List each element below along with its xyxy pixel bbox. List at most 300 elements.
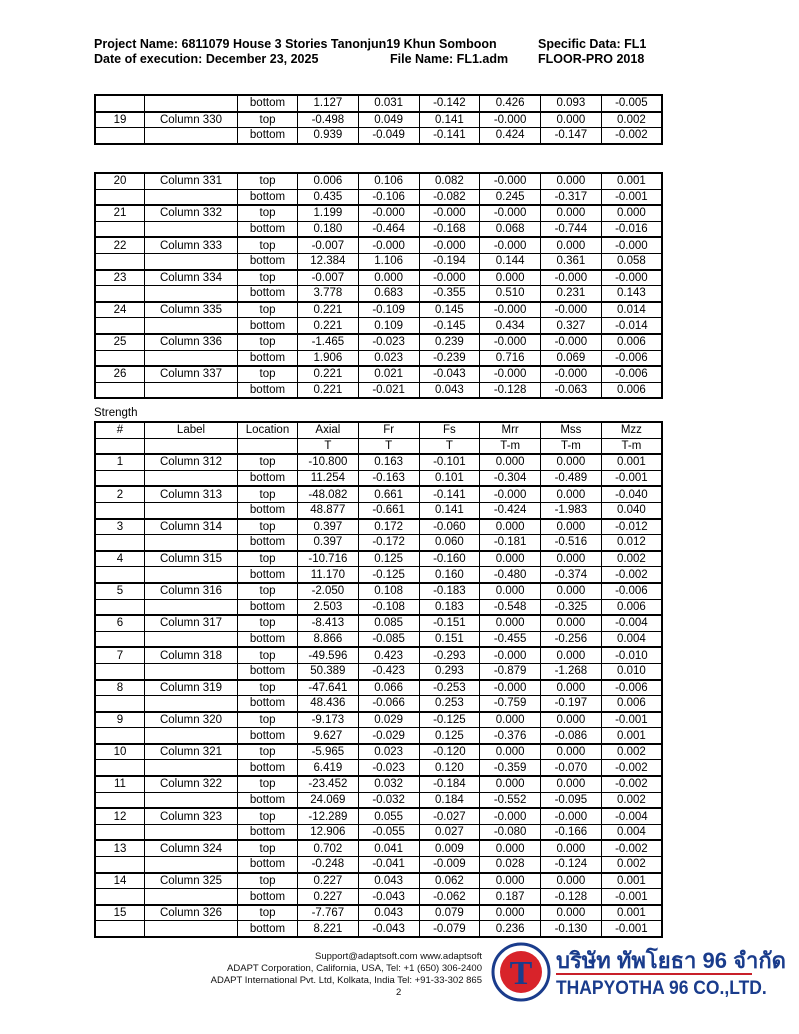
- table-cell: -0.000: [480, 112, 541, 128]
- company-logo: [491, 942, 551, 1002]
- table-cell: -0.021: [358, 382, 419, 398]
- table-cell: 24.069: [298, 792, 359, 808]
- table-cell: 19: [95, 112, 145, 128]
- table-cell: 24: [95, 302, 145, 318]
- table-cell: bottom: [238, 95, 298, 112]
- header-row: [95, 422, 662, 438]
- table-cell: [95, 502, 145, 518]
- table-row: [95, 286, 662, 302]
- table-cell: 0.000: [480, 519, 541, 535]
- table-cell: 0.120: [419, 760, 480, 776]
- table-cell: -0.000: [419, 237, 480, 253]
- table-cell: 5: [95, 583, 145, 599]
- table-cell: 0.000: [541, 647, 602, 663]
- table-cell: 0.002: [601, 857, 662, 873]
- table-cell: 7: [95, 647, 145, 663]
- table-cell: -7.767: [298, 905, 359, 921]
- table-row: [95, 889, 662, 905]
- table-cell: -0.128: [541, 889, 602, 905]
- table-cell: 10: [95, 744, 145, 760]
- table-cell: -0.055: [358, 824, 419, 840]
- table-cell: Column 312: [145, 454, 238, 470]
- column-header: Axial: [298, 422, 359, 438]
- table-row: [95, 792, 662, 808]
- table-cell: -0.040: [601, 486, 662, 502]
- table-cell: 0.180: [298, 221, 359, 237]
- table-row: [95, 567, 662, 583]
- table-cell: -0.120: [419, 744, 480, 760]
- table-cell: top: [238, 454, 298, 470]
- table-cell: 0.000: [480, 551, 541, 567]
- table-cell: 0.221: [298, 366, 359, 382]
- table-cell: Column 324: [145, 840, 238, 856]
- table-cell: [95, 599, 145, 615]
- table-cell: 6: [95, 615, 145, 631]
- table-cell: top: [238, 873, 298, 889]
- table-row: [95, 253, 662, 269]
- table-row: [95, 535, 662, 551]
- table-cell: -0.253: [419, 680, 480, 696]
- table-cell: 0.000: [480, 712, 541, 728]
- table-cell: 0.000: [541, 519, 602, 535]
- table-cell: [95, 824, 145, 840]
- project-name: Project Name: 6811079 House 3 Stories Tanonjun19 Khun Somboon: [94, 37, 497, 51]
- unit-cell: T: [298, 438, 359, 454]
- table-cell: -1.465: [298, 334, 359, 350]
- table-cell: [145, 470, 238, 486]
- table-cell: 0.151: [419, 631, 480, 647]
- table-cell: bottom: [238, 189, 298, 205]
- table-cell: -0.480: [480, 567, 541, 583]
- table-cell: -0.498: [298, 112, 359, 128]
- table-cell: -0.130: [541, 921, 602, 937]
- table-cell: -0.256: [541, 631, 602, 647]
- table-row: [95, 824, 662, 840]
- table-cell: 50.389: [298, 663, 359, 679]
- table-cell: 0.082: [419, 173, 480, 189]
- table-row: [95, 221, 662, 237]
- execution-date: Date of execution: December 23, 2025: [94, 52, 319, 66]
- table-cell: 0.000: [541, 712, 602, 728]
- table-cell: 0.187: [480, 889, 541, 905]
- table-cell: 1.199: [298, 205, 359, 221]
- table-cell: -12.289: [298, 808, 359, 824]
- table-cell: -0.455: [480, 631, 541, 647]
- table-cell: 0.000: [541, 205, 602, 221]
- table-cell: [145, 599, 238, 615]
- table-cell: 48.436: [298, 696, 359, 712]
- table-cell: Column 336: [145, 334, 238, 350]
- table-cell: -0.004: [601, 808, 662, 824]
- file-name: File Name: FL1.adm: [390, 52, 509, 66]
- table-cell: 1.106: [358, 253, 419, 269]
- table-cell: -0.023: [358, 760, 419, 776]
- table-cell: [145, 663, 238, 679]
- table-cell: 0.043: [358, 905, 419, 921]
- table-cell: 0.023: [358, 744, 419, 760]
- table-cell: 0.055: [358, 808, 419, 824]
- table-cell: -0.001: [601, 712, 662, 728]
- table-cell: Column 317: [145, 615, 238, 631]
- table-cell: -0.101: [419, 454, 480, 470]
- table-cell: -0.043: [358, 921, 419, 937]
- table-cell: top: [238, 712, 298, 728]
- table-cell: 0.109: [358, 318, 419, 334]
- table-cell: [145, 824, 238, 840]
- table-cell: 0.000: [541, 873, 602, 889]
- table-cell: Column 318: [145, 647, 238, 663]
- strength-table: [94, 421, 663, 938]
- table-cell: -0.317: [541, 189, 602, 205]
- table-cell: -2.050: [298, 583, 359, 599]
- table-cell: -0.376: [480, 728, 541, 744]
- table-cell: -0.095: [541, 792, 602, 808]
- table-cell: [95, 382, 145, 398]
- table-cell: 0.227: [298, 889, 359, 905]
- table-cell: 0.221: [298, 382, 359, 398]
- table-cell: [95, 253, 145, 269]
- table-cell: -0.239: [419, 350, 480, 366]
- table-cell: 0.062: [419, 873, 480, 889]
- table-cell: top: [238, 334, 298, 350]
- table-cell: 0.028: [480, 857, 541, 873]
- table-cell: -0.293: [419, 647, 480, 663]
- table-cell: -0.000: [480, 647, 541, 663]
- table-cell: 0.327: [541, 318, 602, 334]
- table-cell: 0.021: [358, 366, 419, 382]
- table-cell: -0.000: [358, 205, 419, 221]
- table-cell: 0.143: [601, 286, 662, 302]
- table-cell: 0.108: [358, 583, 419, 599]
- table-cell: top: [238, 840, 298, 856]
- table-cell: top: [238, 905, 298, 921]
- table-cell: [95, 857, 145, 873]
- table-row: [95, 808, 662, 824]
- page-number: 2: [396, 987, 402, 998]
- column-header: Mzz: [601, 422, 662, 438]
- table-cell: -0.355: [419, 286, 480, 302]
- table-cell: -0.007: [298, 270, 359, 286]
- table-cell: [145, 382, 238, 398]
- table-cell: 0.000: [601, 205, 662, 221]
- table-row: [95, 840, 662, 856]
- table-cell: -0.006: [601, 680, 662, 696]
- table-row: [95, 237, 662, 253]
- table-cell: 0.000: [541, 454, 602, 470]
- table-cell: 0.221: [298, 302, 359, 318]
- table-cell: -0.160: [419, 551, 480, 567]
- table-row: [95, 696, 662, 712]
- table-cell: 0.001: [601, 454, 662, 470]
- table-cell: 0.000: [480, 905, 541, 921]
- unit-cell: T-m: [601, 438, 662, 454]
- table-cell: -10.800: [298, 454, 359, 470]
- table-cell: 0.716: [480, 350, 541, 366]
- table-cell: -0.001: [601, 889, 662, 905]
- table-cell: 0.066: [358, 680, 419, 696]
- unit-cell: [145, 438, 238, 454]
- table-cell: [145, 696, 238, 712]
- table-cell: 0.227: [298, 873, 359, 889]
- table-cell: -0.168: [419, 221, 480, 237]
- table-cell: 0.032: [358, 776, 419, 792]
- table-cell: bottom: [238, 502, 298, 518]
- company-english-name: THAPYOTHA 96 CO.,LTD.: [556, 978, 767, 999]
- table-cell: bottom: [238, 535, 298, 551]
- table-cell: -0.879: [480, 663, 541, 679]
- table-cell: [95, 535, 145, 551]
- table-cell: 0.000: [541, 173, 602, 189]
- table-cell: Column 325: [145, 873, 238, 889]
- table-cell: 0.093: [541, 95, 602, 112]
- strength-section-title: Strength: [94, 407, 138, 419]
- table-cell: -0.106: [358, 189, 419, 205]
- table-cell: -0.000: [358, 237, 419, 253]
- table-cell: 0.000: [541, 615, 602, 631]
- table-cell: 0.141: [419, 502, 480, 518]
- table-cell: -0.016: [601, 221, 662, 237]
- table-cell: 3.778: [298, 286, 359, 302]
- table-row: [95, 631, 662, 647]
- table-row: [95, 905, 662, 921]
- column-header: Mss: [541, 422, 602, 438]
- table-row: [95, 921, 662, 937]
- table-cell: 9.627: [298, 728, 359, 744]
- table-cell: -0.000: [419, 270, 480, 286]
- table-row: [95, 318, 662, 334]
- table-row: [95, 302, 662, 318]
- table-cell: -0.005: [601, 95, 662, 112]
- table-cell: [145, 567, 238, 583]
- table-cell: 1.127: [298, 95, 359, 112]
- table-cell: -0.023: [358, 334, 419, 350]
- table-cell: [95, 567, 145, 583]
- table-cell: [95, 889, 145, 905]
- table-cell: 0.424: [480, 128, 541, 144]
- table-cell: [95, 631, 145, 647]
- table-cell: 0.221: [298, 318, 359, 334]
- table-cell: 0.702: [298, 840, 359, 856]
- table-cell: -0.552: [480, 792, 541, 808]
- table-cell: -0.128: [480, 382, 541, 398]
- table-cell: [145, 728, 238, 744]
- table-row: [95, 270, 662, 286]
- table-cell: top: [238, 776, 298, 792]
- table-cell: -0.001: [601, 921, 662, 937]
- table-cell: 1: [95, 454, 145, 470]
- table-cell: bottom: [238, 318, 298, 334]
- table-cell: Column 333: [145, 237, 238, 253]
- table-row: [95, 486, 662, 502]
- table-cell: 2: [95, 486, 145, 502]
- table-cell: 0.060: [419, 535, 480, 551]
- table-cell: Column 337: [145, 366, 238, 382]
- table-cell: 0.101: [419, 470, 480, 486]
- table-cell: bottom: [238, 728, 298, 744]
- table-cell: -0.070: [541, 760, 602, 776]
- column-header: Label: [145, 422, 238, 438]
- table-cell: -0.147: [541, 128, 602, 144]
- table-row: [95, 112, 662, 128]
- table-cell: -5.965: [298, 744, 359, 760]
- table-cell: -0.049: [358, 128, 419, 144]
- table-cell: [145, 221, 238, 237]
- table-cell: bottom: [238, 631, 298, 647]
- table-cell: 0.939: [298, 128, 359, 144]
- table-cell: 0.000: [480, 270, 541, 286]
- table-cell: -0.000: [541, 808, 602, 824]
- company-thai-name: บริษัท ทัพโยธา 96 จำกัด: [556, 948, 786, 973]
- table-cell: Column 319: [145, 680, 238, 696]
- table-cell: [145, 760, 238, 776]
- table-cell: 6.419: [298, 760, 359, 776]
- table-cell: top: [238, 302, 298, 318]
- table-cell: 0.012: [601, 535, 662, 551]
- unit-cell: [95, 438, 145, 454]
- table-cell: Column 321: [145, 744, 238, 760]
- table-cell: 0.000: [480, 840, 541, 856]
- table-cell: top: [238, 615, 298, 631]
- table-cell: top: [238, 173, 298, 189]
- table-cell: 0.004: [601, 824, 662, 840]
- table-cell: -0.007: [298, 237, 359, 253]
- unit-cell: T-m: [480, 438, 541, 454]
- table-cell: 48.877: [298, 502, 359, 518]
- table-cell: -0.032: [358, 792, 419, 808]
- table-cell: bottom: [238, 824, 298, 840]
- table-cell: Column 316: [145, 583, 238, 599]
- table-cell: top: [238, 583, 298, 599]
- table-cell: 0.661: [358, 486, 419, 502]
- table-cell: [145, 253, 238, 269]
- table-cell: 0.172: [358, 519, 419, 535]
- table-cell: top: [238, 680, 298, 696]
- table-cell: 0.009: [419, 840, 480, 856]
- table-cell: -0.108: [358, 599, 419, 615]
- table-cell: 0.002: [601, 112, 662, 128]
- table-cell: 13: [95, 840, 145, 856]
- table-cell: 23: [95, 270, 145, 286]
- table-cell: [145, 792, 238, 808]
- table-cell: 0.002: [601, 551, 662, 567]
- table-cell: [145, 889, 238, 905]
- table-row: [95, 680, 662, 696]
- specific-data: Specific Data: FL1: [538, 37, 647, 51]
- footer-support: Support@adaptsoft.com www.adaptsoft: [314, 951, 482, 962]
- table-cell: -0.060: [419, 519, 480, 535]
- table-cell: Column 314: [145, 519, 238, 535]
- table-cell: -10.716: [298, 551, 359, 567]
- table-cell: [95, 318, 145, 334]
- table-cell: 0.000: [541, 112, 602, 128]
- table-cell: -0.082: [419, 189, 480, 205]
- table-row: [95, 95, 662, 112]
- table-cell: -0.197: [541, 696, 602, 712]
- table-cell: -0.086: [541, 728, 602, 744]
- results-table-columns-331-337: [94, 172, 663, 399]
- table-row: [95, 857, 662, 873]
- table-cell: 0.069: [541, 350, 602, 366]
- table-cell: top: [238, 205, 298, 221]
- table-cell: Column 330: [145, 112, 238, 128]
- table-cell: 0.006: [298, 173, 359, 189]
- table-cell: -0.661: [358, 502, 419, 518]
- table-cell: bottom: [238, 857, 298, 873]
- table-cell: -0.000: [541, 366, 602, 382]
- table-cell: bottom: [238, 696, 298, 712]
- table-cell: -9.173: [298, 712, 359, 728]
- unit-cell: T: [419, 438, 480, 454]
- table-cell: bottom: [238, 921, 298, 937]
- table-cell: 0.361: [541, 253, 602, 269]
- table-cell: bottom: [238, 889, 298, 905]
- table-cell: -0.002: [601, 567, 662, 583]
- table-cell: 0.006: [601, 334, 662, 350]
- table-cell: -0.374: [541, 567, 602, 583]
- table-cell: top: [238, 366, 298, 382]
- table-cell: 0.002: [601, 792, 662, 808]
- table-cell: -0.184: [419, 776, 480, 792]
- table-cell: 0.236: [480, 921, 541, 937]
- table-cell: 0.068: [480, 221, 541, 237]
- table-cell: -23.452: [298, 776, 359, 792]
- table-cell: -0.000: [480, 237, 541, 253]
- table-cell: 0.058: [601, 253, 662, 269]
- table-cell: 0.106: [358, 173, 419, 189]
- table-row: [95, 205, 662, 221]
- table-row: [95, 350, 662, 366]
- table-cell: [145, 318, 238, 334]
- table-cell: 0.435: [298, 189, 359, 205]
- table-cell: -0.125: [419, 712, 480, 728]
- table-cell: -0.001: [601, 189, 662, 205]
- table-row: [95, 189, 662, 205]
- table-cell: -0.194: [419, 253, 480, 269]
- table-cell: -0.124: [541, 857, 602, 873]
- table-cell: 0.001: [601, 873, 662, 889]
- table-cell: 0.000: [541, 237, 602, 253]
- table-cell: 15: [95, 905, 145, 921]
- table-cell: -0.464: [358, 221, 419, 237]
- table-cell: -0.063: [541, 382, 602, 398]
- table-cell: 0.245: [480, 189, 541, 205]
- table-row: [95, 366, 662, 382]
- table-cell: 0.125: [358, 551, 419, 567]
- header-row: [95, 438, 662, 454]
- table-cell: bottom: [238, 792, 298, 808]
- table-cell: -0.000: [419, 205, 480, 221]
- table-cell: -0.248: [298, 857, 359, 873]
- table-cell: [95, 350, 145, 366]
- table-cell: 11: [95, 776, 145, 792]
- table-cell: 8: [95, 680, 145, 696]
- table-cell: [95, 760, 145, 776]
- column-header: Fs: [419, 422, 480, 438]
- table-cell: 0.031: [358, 95, 419, 112]
- table-cell: -49.596: [298, 647, 359, 663]
- table-cell: -0.002: [601, 128, 662, 144]
- table-cell: 0.000: [541, 744, 602, 760]
- table-cell: -0.000: [480, 302, 541, 318]
- table-cell: [145, 286, 238, 302]
- table-cell: 0.141: [419, 112, 480, 128]
- table-cell: 26: [95, 366, 145, 382]
- table-row: [95, 663, 662, 679]
- table-cell: -0.000: [480, 366, 541, 382]
- table-cell: -0.759: [480, 696, 541, 712]
- table-cell: 0.000: [541, 840, 602, 856]
- table-cell: bottom: [238, 382, 298, 398]
